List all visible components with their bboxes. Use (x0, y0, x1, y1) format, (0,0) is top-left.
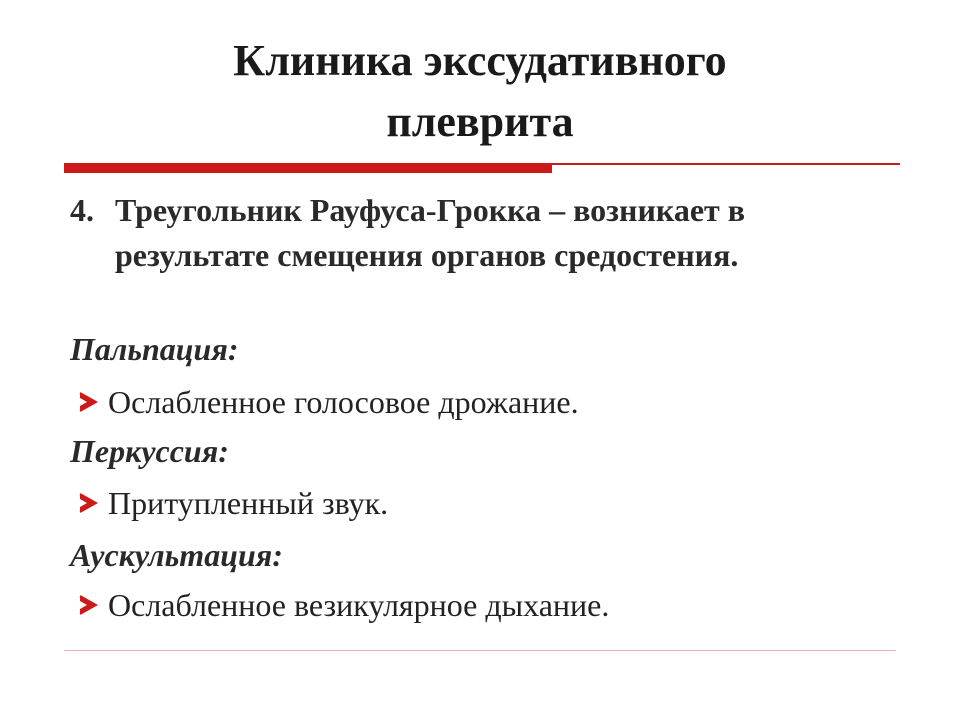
chevron-arrow-icon (74, 483, 106, 523)
item-text: Треугольник Рауфуса-Грокка – возникает в результате смещения органов средостения. (115, 192, 746, 273)
title-line-1: Клиника экссудативного (233, 36, 727, 85)
title-divider-thick (64, 163, 552, 173)
chevron-arrow-icon (74, 382, 106, 422)
section-bullet-percussion (74, 483, 388, 523)
section-heading-auscultation: Аускультация: (70, 537, 283, 573)
section-bullet-auscultation (74, 585, 609, 625)
numbered-item (70, 188, 890, 278)
footer-divider (64, 650, 896, 651)
section-bullet-palpation (74, 382, 579, 422)
slide-title (80, 30, 880, 152)
bullet-text: Ослабленное везикулярное дыхание. (108, 587, 610, 623)
section-heading-percussion: Перкуссия: (70, 433, 229, 469)
item-number: 4. (70, 192, 94, 228)
bullet-text: Ослабленное голосовое дрожание. (108, 384, 579, 420)
chevron-arrow-icon (74, 585, 106, 625)
title-line-2: плеврита (386, 97, 574, 146)
section-heading-palpation: Пальпация: (70, 331, 239, 367)
bullet-text: Притупленный звук. (108, 485, 389, 521)
